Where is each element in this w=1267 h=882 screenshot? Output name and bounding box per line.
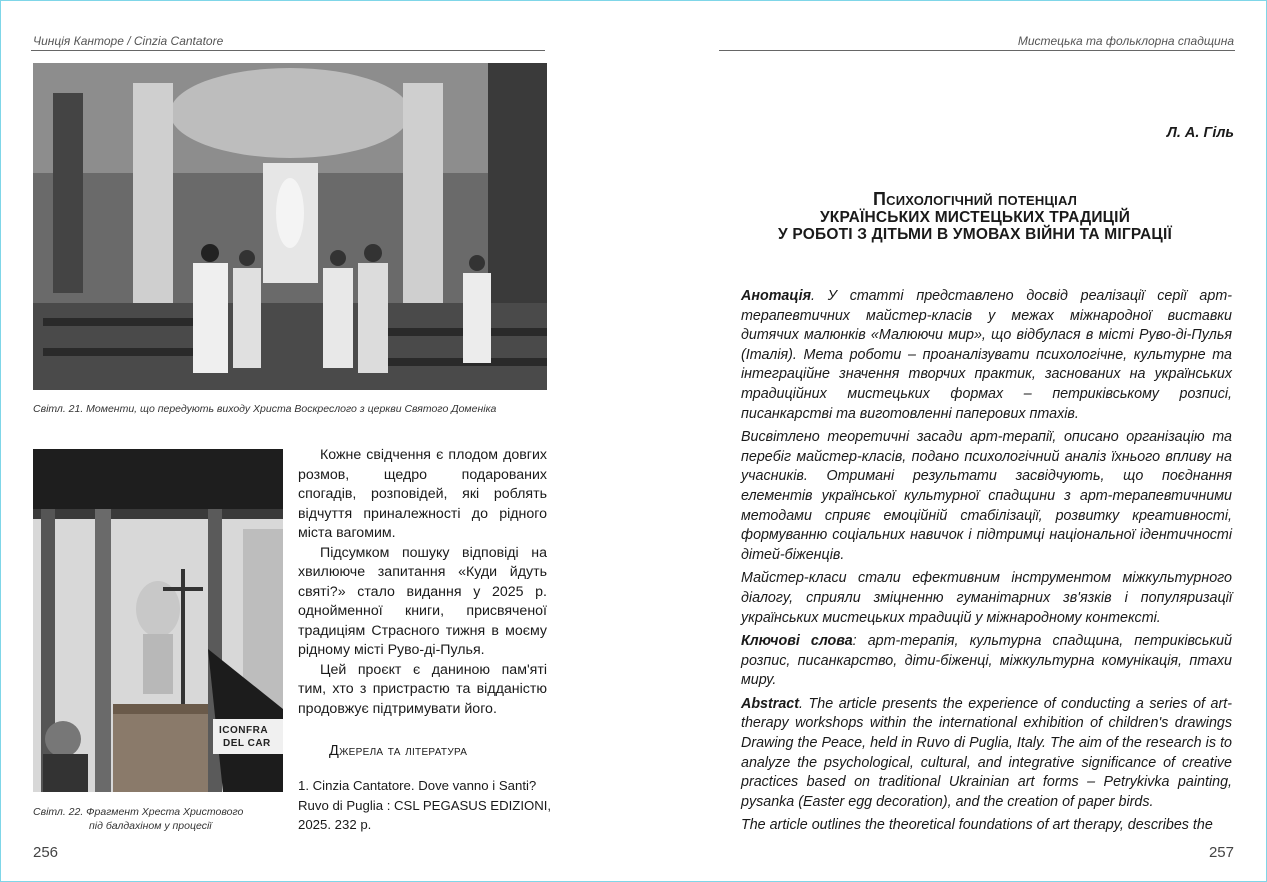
header-rule-left xyxy=(31,50,545,51)
figure-22-caption xyxy=(33,805,293,833)
abstract-text: . The article presents the experience of conducting a series of art-therapy workshops within the international exhibition of children's drawings Drawing the Peace, held in Ruvo di Puglia, Italy. The aim of the research is to analyze the psychological, cultural, and integrative significance of creative practices based on traditional Ukrainian art forms – Petrykivka painting, pysanka (Easter egg decoration), and the creation of paper birds. xyxy=(741,695,1232,810)
paragraph: Підсумком пошуку відповіді на хвилююче запитання «Куди йдуть святі?» стало видання у 2025 р. однойменної книги, присвяченої традиціям Страсного тижня в моєму рідному місті Руво-ді-Пулья. xyxy=(298,544,547,658)
annotation-text: . У статті представлено досвід реалізації серії арт-терапевтичних майстер-класів у межах міжнародної виставки дитячих малюнків «Малюючи мир», що відбулася в місті Руво-ді-Пулья (Італія). Мета роботи – проаналізувати психологічне, культурне та інтеграційне значення творчих практик, заснованих на українських традиційних мистецьких формах – петриківському розписі, писанкарстві та виготовленні паперових птахів. xyxy=(741,288,1232,422)
title-line-2: УКРАЇНСЬКИХ МИСТЕЦЬКИХ ТРАДИЦІЙ xyxy=(819,208,1131,226)
paragraph: Кожне свідчення є плодом довгих розмов, щедро подарованих спогадів, розповідей, які роблять відчуття приналежності до рідного міста вагомим. xyxy=(298,447,547,541)
left-body-text xyxy=(298,446,547,719)
source-item-1 xyxy=(298,776,553,835)
figure-21-caption: Світл. 21. Моменти, що передують виходу Христа Воскреслого з церкви Святого Доменіка xyxy=(33,403,497,415)
header-rule-right xyxy=(719,50,1235,51)
author-name: Л. А. Гіль xyxy=(1166,125,1234,141)
figure-22-caption-line-2: під балдахіном у процесії xyxy=(89,820,212,832)
source-1-line-2: Ruvo di Puglia : CSL PEGASUS EDIZIONI, xyxy=(298,797,552,813)
title-line-3: У РОБОТІ З ДІТЬМИ В УМОВАХ ВІЙНИ ТА МІГРАЦІЇ xyxy=(778,226,1172,243)
annotation-paragraph xyxy=(741,287,1232,424)
source-1-line-1: 1. Cinzia Cantatore. Dove vanno i Santi? xyxy=(298,778,537,793)
annotation-paragraph-3: Майстер-класи стали ефективним інструментом міжкультурного діалогу, сприяли зміцненню гуманітарних зв'язків і популяризації українських мистецьких традицій у міжнародному контексті. xyxy=(741,570,1232,626)
running-head-right: Мистецька та фольклорна спадщина xyxy=(1017,34,1234,48)
figure-22-caption-line-1: Світл. 22. Фрагмент Хреста Христового xyxy=(33,806,244,818)
sources-heading: Джерела та література xyxy=(329,743,468,759)
running-head-left: Чинція Канторе / Cinzia Cantatore xyxy=(33,34,224,48)
abstract-label: Abstract xyxy=(741,695,799,712)
right-page xyxy=(635,1,1266,881)
page-number-left: 256 xyxy=(33,844,59,861)
keywords-paragraph xyxy=(741,632,1232,691)
annotation-block xyxy=(741,287,1232,840)
figure-22-banner-text-1: ICONFRA xyxy=(219,725,269,736)
annotation-label: Анотація xyxy=(741,288,811,304)
title-line-1: Психологічний потенціал xyxy=(872,189,1078,209)
page-number-right: 257 xyxy=(1208,844,1234,861)
paragraph: Цей проєкт є даниною пам'яті тим, хто з пристрастю та відданістю продовжує підтримувати його. xyxy=(298,661,547,717)
keywords-label: Ключові слова xyxy=(741,633,853,650)
article-title xyxy=(715,191,1235,244)
abstract-paragraph-2: The article outlines the theoretical foundations of art therapy, describes the xyxy=(741,817,1213,834)
left-page xyxy=(1,1,633,881)
figure-21-church-interior-photo xyxy=(33,63,547,390)
figure-22-cross-procession-photo xyxy=(33,449,283,792)
source-1-line-3: 2025. 232 p. xyxy=(298,817,372,832)
annotation-paragraph-2: Висвітлено теоретичні засади арт-терапії, описано організацію та перебіг майстер-класів, подано психологічний аналіз їхнього впливу на учасників. Отримані результати засвідчують, що поєднання елементів української культурної спадщини з арт-терапевтичними методами сприяє емоційній стабілізації, розвитку креативності, формуванню соціальних навичок і підтримці національної ідентичності дітей-біженців. xyxy=(741,429,1232,563)
abstract-paragraph xyxy=(741,695,1232,813)
figure-22-banner-text-2: DEL CAR xyxy=(223,738,271,749)
keywords-text: : арт-терапія, культурна спадщина, петриківський розпис, писанкарство, діти-біженці, міжкультурна комунікація, птахи миру. xyxy=(741,633,1232,689)
